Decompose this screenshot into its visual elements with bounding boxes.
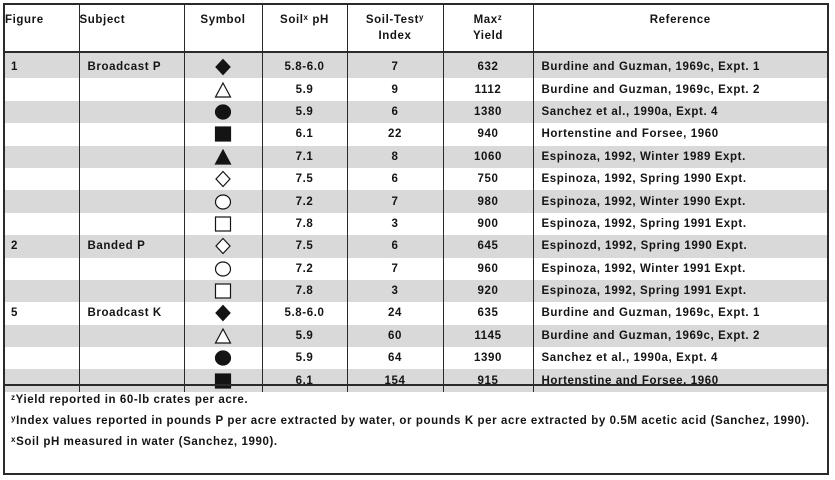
cell-symbol	[184, 213, 262, 235]
cell-figure: 5	[5, 302, 79, 324]
cell-subject	[79, 280, 184, 302]
cell-subject	[79, 168, 184, 190]
cell-max-yield: 980	[443, 190, 533, 212]
cell-figure	[5, 146, 79, 168]
filled-diamond-icon	[214, 58, 232, 76]
cell-soil-test-index: 22	[347, 123, 443, 145]
footnote-y: $^y$Index values reported in pounds P per acre extracted by water, or pounds K per acre extracted by 0.5M acetic acid (Sanchez, 1990).	[11, 414, 810, 427]
cell-subject	[79, 146, 184, 168]
header-row	[5, 5, 827, 52]
cell-symbol	[184, 146, 262, 168]
table-row	[5, 168, 827, 190]
data-table	[5, 5, 827, 392]
cell-reference: Espinoza, 1992, Winter 1990 Expt.	[533, 190, 827, 212]
cell-figure	[5, 123, 79, 145]
cell-subject	[79, 101, 184, 123]
cell-soil-test-index: 64	[347, 347, 443, 369]
cell-soil-test-index: 6	[347, 101, 443, 123]
table-row	[5, 101, 827, 123]
cell-symbol	[184, 101, 262, 123]
table-row	[5, 52, 827, 78]
cell-soil-test-index: 24	[347, 302, 443, 324]
table-row	[5, 78, 827, 100]
cell-soil-test-index: 9	[347, 78, 443, 100]
filled-square-icon	[214, 125, 232, 143]
filled-triangle-icon	[214, 148, 232, 166]
cell-soil-ph: 7.2	[262, 190, 347, 212]
open-square-icon	[214, 282, 232, 300]
open-diamond-icon	[214, 170, 232, 188]
cell-figure	[5, 347, 79, 369]
open-triangle-icon	[214, 327, 232, 345]
open-triangle-icon	[214, 81, 232, 99]
cell-symbol	[184, 302, 262, 324]
cell-figure	[5, 325, 79, 347]
cell-reference: Espinoza, 1992, Spring 1990 Expt.	[541, 173, 747, 186]
cell-soil-ph: 7.2	[262, 258, 347, 280]
cell-max-yield: 960	[443, 258, 533, 280]
cell-reference: Burdine and Guzman, 1969c, Expt. 1	[533, 52, 827, 78]
table-row	[5, 190, 827, 212]
cell-max-yield: 1380	[443, 101, 533, 123]
cell-reference: Burdine and Guzman, 1969c, Expt. 2	[541, 83, 761, 96]
open-circle-icon	[214, 260, 232, 278]
cell-figure	[5, 258, 79, 280]
cell-max-yield: 915	[443, 369, 533, 391]
cell-subject	[79, 78, 184, 100]
cell-max-yield: 920	[443, 280, 533, 302]
cell-symbol	[184, 347, 262, 369]
cell-symbol	[184, 168, 262, 190]
table-row	[5, 325, 827, 347]
cell-reference: Espinoza, 1992, Winter 1991 Expt.	[541, 262, 746, 275]
header-figure: Figure	[5, 5, 79, 52]
header-max-yield: Max$^z$ Yield	[443, 5, 533, 52]
cell-soil-ph: 7.5	[262, 235, 347, 257]
header-soil-ph: Soil$^x$ pH	[262, 5, 347, 52]
cell-reference: Burdine and Guzman, 1969c, Expt. 1	[541, 307, 761, 320]
table-row	[5, 347, 827, 369]
open-diamond-icon	[214, 237, 232, 255]
table-row	[5, 302, 827, 324]
table-body	[5, 52, 827, 392]
cell-max-yield: 1112	[443, 78, 533, 100]
table-row	[5, 280, 827, 302]
header-subject: Subject	[79, 5, 184, 52]
cell-figure	[5, 280, 79, 302]
cell-figure: 1	[5, 52, 79, 78]
cell-soil-test-index: 3	[347, 213, 443, 235]
open-square-icon	[214, 215, 232, 233]
data-table-frame	[3, 3, 829, 475]
cell-symbol	[184, 235, 262, 257]
cell-symbol	[184, 258, 262, 280]
cell-max-yield: 750	[443, 168, 533, 190]
cell-reference: Sanchez et al., 1990a, Expt. 4	[533, 101, 827, 123]
cell-soil-ph: 5.9	[262, 101, 347, 123]
cell-subject: Broadcast K	[79, 302, 184, 324]
cell-subject	[79, 190, 184, 212]
cell-soil-test-index: 60	[347, 325, 443, 347]
cell-symbol	[184, 52, 262, 78]
cell-soil-ph: 5.9	[262, 325, 347, 347]
cell-figure	[5, 101, 79, 123]
footnote-z: $^z$Yield reported in 60-lb crates per acre.	[11, 393, 249, 406]
cell-soil-ph: 6.1	[262, 369, 347, 391]
cell-reference: Hortenstine and Forsee, 1960	[533, 369, 827, 391]
cell-soil-ph: 7.8	[262, 213, 347, 235]
cell-figure	[5, 213, 79, 235]
cell-soil-test-index: 3	[347, 280, 443, 302]
cell-soil-test-index: 6	[347, 168, 443, 190]
cell-subject	[79, 213, 184, 235]
cell-soil-ph: 5.9	[262, 347, 347, 369]
cell-reference: Hortenstine and Forsee, 1960	[541, 128, 719, 141]
cell-reference: Espinozd, 1992, Spring 1990 Expt.	[533, 235, 827, 257]
cell-soil-test-index: 154	[347, 369, 443, 391]
cell-max-yield: 1145	[443, 325, 533, 347]
cell-max-yield: 645	[443, 235, 533, 257]
table-row	[5, 258, 827, 280]
cell-soil-test-index: 7	[347, 258, 443, 280]
cell-symbol	[184, 190, 262, 212]
cell-reference: Sanchez et al., 1990a, Expt. 4	[541, 352, 719, 365]
cell-symbol	[184, 325, 262, 347]
footnote-x: $^x$Soil pH measured in water (Sanchez, 1990).	[11, 435, 278, 448]
cell-subject: Banded P	[79, 235, 184, 257]
table-row	[5, 123, 827, 145]
cell-soil-ph: 7.1	[262, 146, 347, 168]
cell-reference: Espinoza, 1992, Spring 1991 Expt.	[533, 280, 827, 302]
cell-reference: Burdine and Guzman, 1969c, Expt. 2	[533, 325, 827, 347]
cell-soil-test-index: 7	[347, 52, 443, 78]
open-circle-icon	[214, 193, 232, 211]
cell-soil-ph: 5.9	[262, 78, 347, 100]
header-reference: Reference	[533, 5, 827, 52]
cell-max-yield: 1060	[443, 146, 533, 168]
cell-soil-ph: 6.1	[262, 123, 347, 145]
cell-subject	[79, 347, 184, 369]
cell-soil-ph: 5.8-6.0	[262, 52, 347, 78]
cell-subject	[79, 258, 184, 280]
table-row	[5, 146, 827, 168]
cell-max-yield: 632	[443, 52, 533, 78]
cell-soil-ph: 5.8-6.0	[262, 302, 347, 324]
cell-max-yield: 1390	[443, 347, 533, 369]
cell-subject	[79, 325, 184, 347]
cell-soil-test-index: 8	[347, 146, 443, 168]
filled-circle-icon	[214, 103, 232, 121]
cell-figure	[5, 190, 79, 212]
table-row	[5, 235, 827, 257]
cell-reference: Espinoza, 1992, Winter 1989 Expt.	[533, 146, 827, 168]
cell-subject: Broadcast P	[79, 52, 184, 78]
table-row	[5, 213, 827, 235]
cell-figure	[5, 78, 79, 100]
cell-soil-ph: 7.8	[262, 280, 347, 302]
cell-max-yield: 940	[443, 123, 533, 145]
cell-max-yield: 635	[443, 302, 533, 324]
cell-symbol	[184, 123, 262, 145]
header-soil-test-index: Soil-Test$^y$ Index	[347, 5, 443, 52]
cell-soil-test-index: 6	[347, 235, 443, 257]
cell-soil-test-index: 7	[347, 190, 443, 212]
cell-reference: Espinoza, 1992, Spring 1991 Expt.	[541, 217, 747, 230]
cell-figure	[5, 168, 79, 190]
cell-subject	[79, 123, 184, 145]
header-symbol: Symbol	[184, 5, 262, 52]
cell-figure: 2	[5, 235, 79, 257]
cell-soil-ph: 7.5	[262, 168, 347, 190]
filled-diamond-icon	[214, 304, 232, 322]
filled-circle-icon	[214, 349, 232, 367]
footnotes	[5, 384, 827, 454]
cell-symbol	[184, 78, 262, 100]
cell-max-yield: 900	[443, 213, 533, 235]
cell-symbol	[184, 280, 262, 302]
